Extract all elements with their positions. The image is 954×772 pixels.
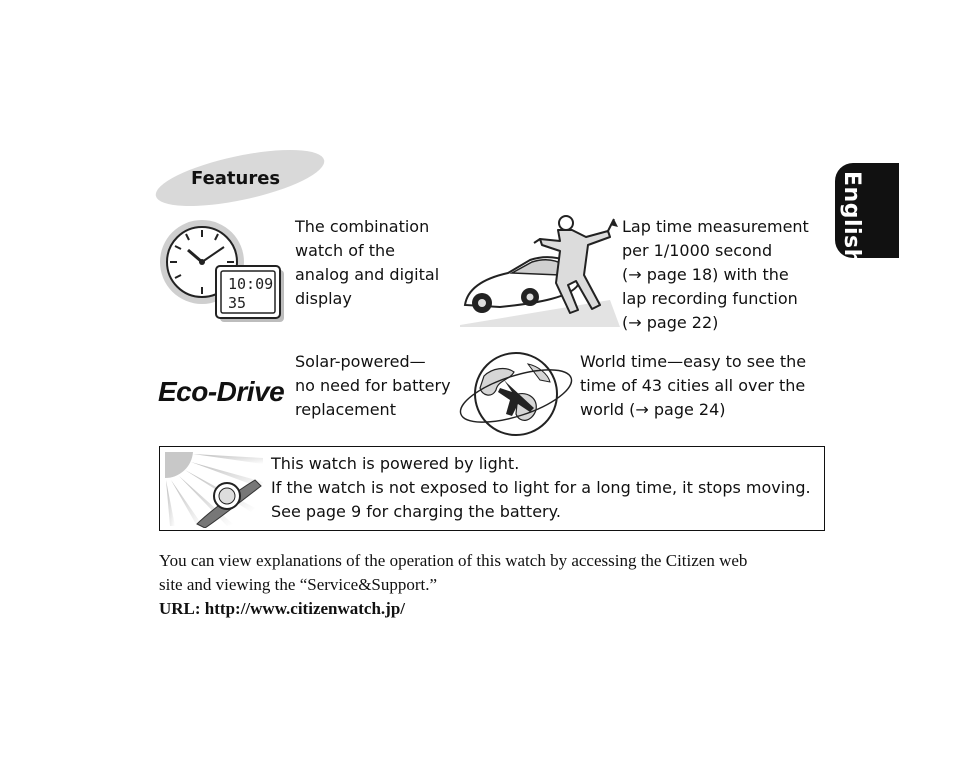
notice-text: This watch is powered by light. If the watch is not exposed to light for a long time, it stops moving. See page 9 for charging the battery. (271, 454, 811, 521)
feature-world-time-text: World time—easy to see the time of 43 cities all over the world (→ page 24) (580, 352, 807, 419)
language-tab-label: English (839, 171, 864, 265)
feature-lap-time-text: Lap time measurement per 1/1000 second (→ page 18) with the lap recording function (→ page 22) (622, 217, 809, 332)
globe-airplane-icon (458, 350, 576, 438)
eco-drive-logo: Eco-Drive (158, 376, 285, 407)
feature-solar-text: Solar-powered— no need for battery replacement (295, 352, 451, 419)
digital-time: 10:09 (228, 275, 274, 293)
language-tab (835, 163, 899, 265)
feature-analog-digital-text: The combination watch of the analog and digital display (295, 217, 440, 308)
racing-car-flag-icon (460, 215, 620, 327)
footer-paragraph: You can view explanations of the operation of this watch by accessing the Citizen web site and viewing the “Service&Support.” URL: http://www.citizenwatch.jp/ (159, 549, 747, 621)
analog-digital-watch-icon (158, 220, 288, 325)
website-url: URL: http://www.citizenwatch.jp/ (159, 599, 406, 618)
digital-seconds: 35 (228, 294, 247, 312)
features-title: Features (191, 168, 281, 189)
solar-watch-icon (163, 450, 268, 528)
